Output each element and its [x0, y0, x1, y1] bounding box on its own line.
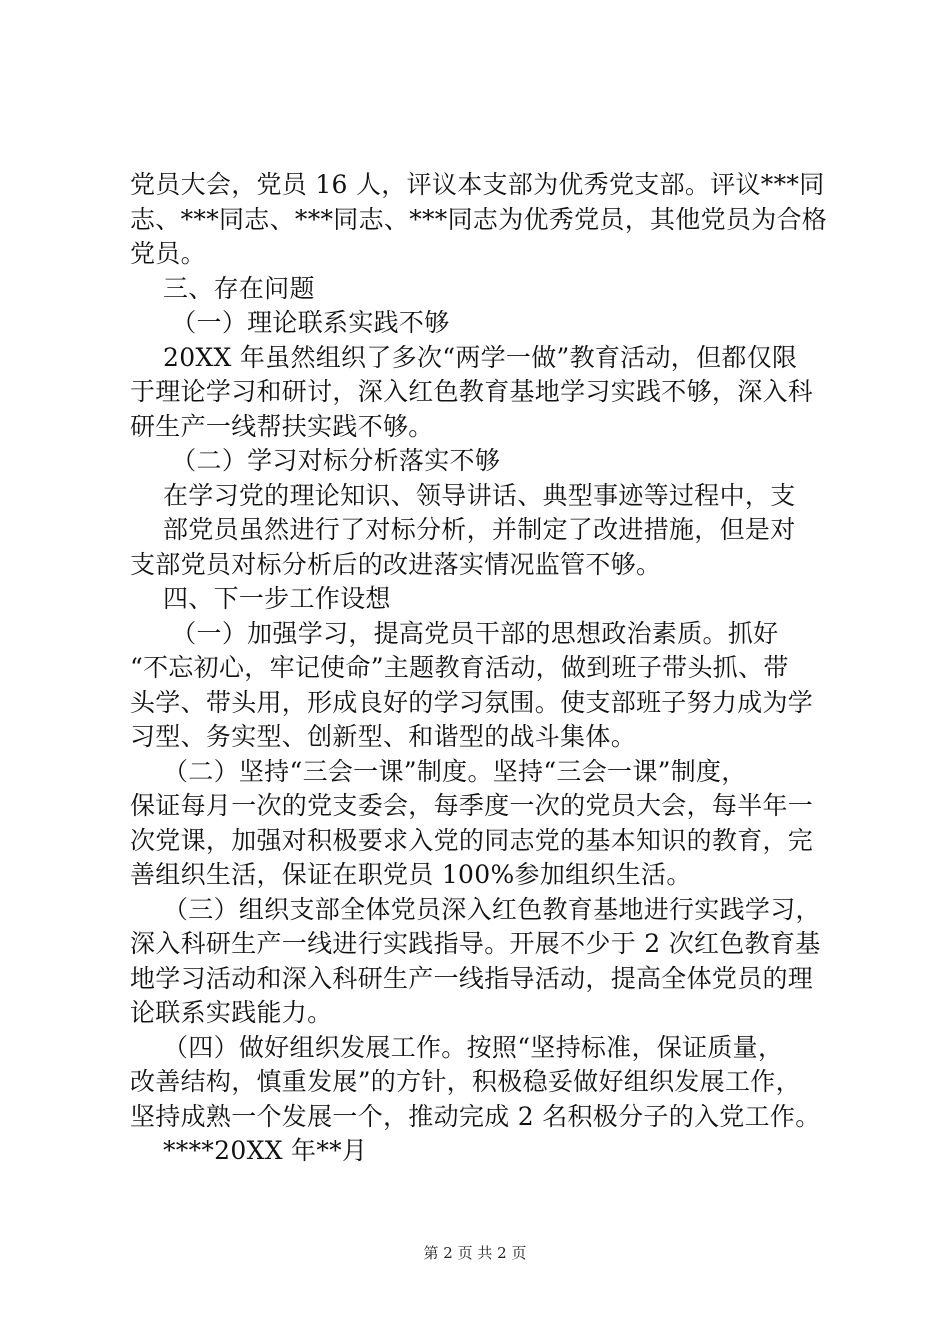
text-line: 论联系实践能力。 — [130, 998, 333, 1027]
text-line: 支部党员对标分析后的改进落实情况监管不够。 — [130, 549, 662, 579]
text-line: 研生产一线帮扶实践不够。 — [130, 411, 434, 441]
text-line: 在学习党的理论知识、领导讲话、典型事迹等过程中，支 — [130, 480, 796, 510]
text-line: 改善结构，慎重发展”的方针，积极稳妥做好组织发展工作， — [130, 1067, 801, 1096]
text-line: （三）组织支部全体党员深入红色教育基地进行实践学习， — [130, 894, 821, 924]
text-line: 党员。 — [130, 239, 206, 268]
text-line: 志、***同志、***同志、***同志为优秀党员，其他党员为合格 — [130, 204, 828, 234]
text-line: 习型、务实型、创新型、和谐型的战斗集体。 — [130, 722, 637, 751]
text-line: 部党员虽然进行了对标分析，并制定了改进措施，但是对 — [130, 515, 796, 544]
signature-date-line: ****20XX 年**月 — [130, 1136, 368, 1165]
text-line: 保证每月一次的党支委会，每季度一次的党员大会，每半年一 — [130, 791, 814, 820]
page-number-footer: 第 2 页 共 2 页 — [423, 1244, 527, 1262]
text-line: （一）加强学习，提高党员干部的思想政治素质。抓好 — [130, 618, 779, 648]
text-line: （四）做好组织发展工作。按照“坚持标准，保证质量， — [130, 1032, 784, 1062]
subsection-heading: （二）学习对标分析落实不够 — [130, 446, 501, 475]
text-line: “不忘初心，牢记使命”主题教育活动，做到班子带头抓、带 — [130, 653, 789, 682]
text-line: 20XX 年虽然组织了多次“两学一做”教育活动，但都仅限 — [130, 342, 798, 372]
document-body — [130, 168, 830, 1169]
text-line: （二）坚持“三会一课”制度。坚持“三会一课”制度， — [130, 756, 747, 786]
text-line: 次党课，加强对积极要求入党的同志党的基本知识的教育，完 — [130, 825, 814, 855]
text-line: 于理论学习和研讨，深入红色教育基地学习实践不够，深入科 — [130, 377, 814, 406]
text-line: 党员大会，党员 16 人，评议本支部为优秀党支部。评议***同 — [130, 170, 825, 199]
text-line: 地学习活动和深入科研生产一线指导活动，提高全体党员的理 — [130, 963, 814, 993]
text-line: 深入科研生产一线进行实践指导。开展不少于 2 次红色教育基 — [130, 929, 821, 958]
section-heading: 四、下一步工作设想 — [130, 584, 391, 613]
text-line: 坚持成熟一个发展一个，推动完成 2 名积极分子的入党工作。 — [130, 1101, 821, 1131]
text-line: 善组织生活，保证在职党员 100%参加组织生活。 — [130, 860, 692, 889]
text-line: 头学、带头用，形成良好的学习氛围。使支部班子努力成为学 — [130, 687, 814, 717]
section-heading: 三、存在问题 — [130, 273, 315, 303]
subsection-heading: （一）理论联系实践不够 — [130, 308, 450, 337]
